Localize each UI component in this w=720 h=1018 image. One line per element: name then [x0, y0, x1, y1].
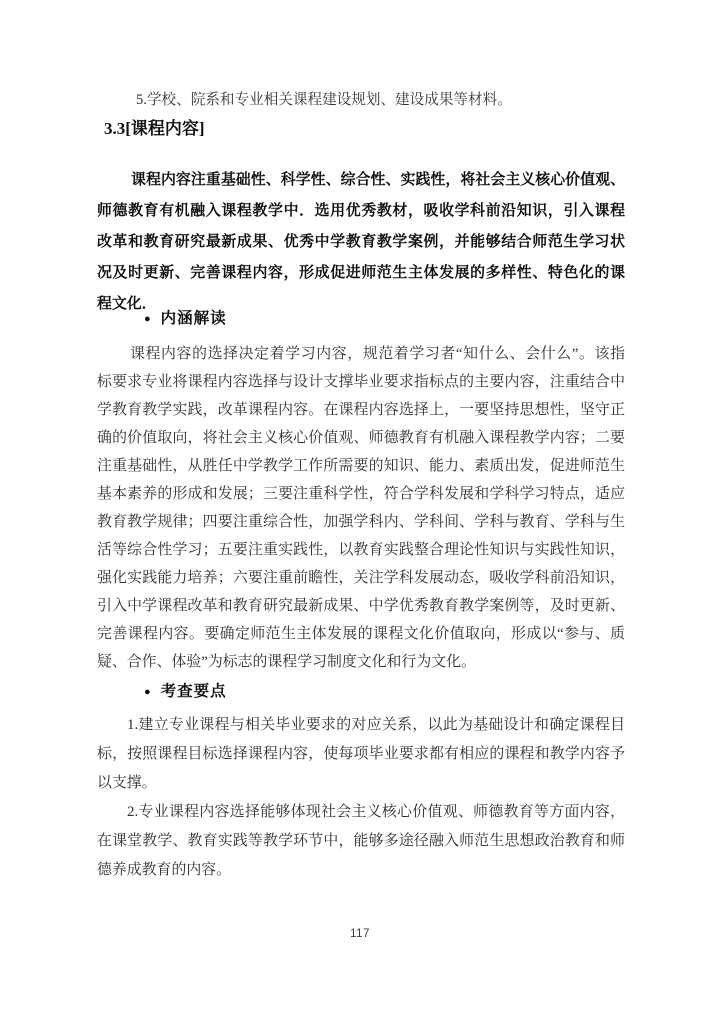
- text-line: 注重基础性，从胜任中学教学工作所需要的知识、能力、素质出发，促进师范生: [97, 458, 625, 474]
- text-line: 学教育教学实践，改革课程内容。在课程内容选择上，一要坚持思想性，坚守正: [97, 402, 625, 418]
- text-line: 引入中学课程改革和教育研究最新成果、中学优秀教育教学案例等，及时更新、: [97, 598, 625, 614]
- bullet-heading-label: 考查要点: [160, 683, 227, 700]
- key-point-paragraph-2: [97, 798, 625, 885]
- page-number: 117: [350, 928, 370, 940]
- text-line: 2.专业课程内容选择能够体现社会主义核心价值观、师德教育等方面内容，: [127, 804, 625, 820]
- list-item-5: 5.学校、院系和专业相关课程建设规划、建设成果等材料。: [136, 92, 512, 108]
- text-line: 1.建立专业课程与相关毕业要求的对应关系，以此为基础设计和确定课程目: [127, 717, 625, 733]
- text-line: 完善课程内容。要确定师范生主体发展的课程文化价值取向，形成以“参与、质: [97, 626, 625, 642]
- text-line: 以支撑。: [97, 775, 157, 791]
- bullet-heading-connotation: [97, 309, 625, 329]
- text-line: 疑、合作、体验”为标志的课程学习制度文化和行为文化。: [97, 654, 476, 670]
- text-line: 课程内容的选择决定着学习内容，规范着学习者“知什么、会什么”。该指: [130, 346, 625, 362]
- bullet-icon: ●: [144, 686, 151, 698]
- overview-paragraph: [97, 165, 625, 320]
- text-line: 课程内容注重基础性、科学性、综合性、实践性，将社会主义核心价值观、: [131, 172, 625, 188]
- text-line: 教育教学规律；四要注重综合性，加强学科内、学科间、学科与教育、学科与生: [97, 514, 625, 530]
- text-line: 况及时更新、完善课程内容，形成促进师范生主体发展的多样性、特色化的课: [97, 265, 625, 281]
- key-point-paragraph-1: [97, 711, 625, 798]
- section-heading-3-3: 3.3[课程内容]: [104, 119, 205, 138]
- text-line: 标，按照课程目标选择课程内容，使每项毕业要求都有相应的课程和教学内容予: [97, 746, 625, 762]
- connotation-paragraph: [97, 340, 625, 676]
- bullet-heading-key-points: [97, 682, 625, 702]
- text-line: 师德教育有机融入课程教学中．选用优秀教材，吸收学科前沿知识，引入课程: [97, 203, 625, 219]
- text-line: 强化实践能力培养；六要注重前瞻性，关注学科发展动态，吸收学科前沿知识，: [97, 570, 625, 586]
- text-line: 标要求专业将课程内容选择与设计支撑毕业要求指标点的主要内容，注重结合中: [97, 374, 625, 390]
- bullet-icon: ●: [144, 313, 151, 325]
- text-line: 在课堂教学、教育实践等教学环节中，能够多途径融入师范生思想政治教育和师: [97, 833, 625, 849]
- text-line: 活等综合性学习；五要注重实践性，以教育实践整合理论性知识与实践性知识，: [97, 542, 625, 558]
- text-line: 基本素养的形成和发展；三要注重科学性，符合学科发展和学科学习特点，适应: [97, 486, 625, 502]
- text-line: 确的价值取向，将社会主义核心价值观、师德教育有机融入课程教学内容；二要: [97, 430, 625, 446]
- bullet-heading-label: 内涵解读: [160, 310, 227, 327]
- text-line: 程文化．: [97, 296, 157, 312]
- text-line: 德养成教育的内容。: [97, 862, 232, 878]
- text-line: 改革和教育研究最新成果、优秀中学教育教学案例，并能够结合师范生学习状: [97, 234, 625, 250]
